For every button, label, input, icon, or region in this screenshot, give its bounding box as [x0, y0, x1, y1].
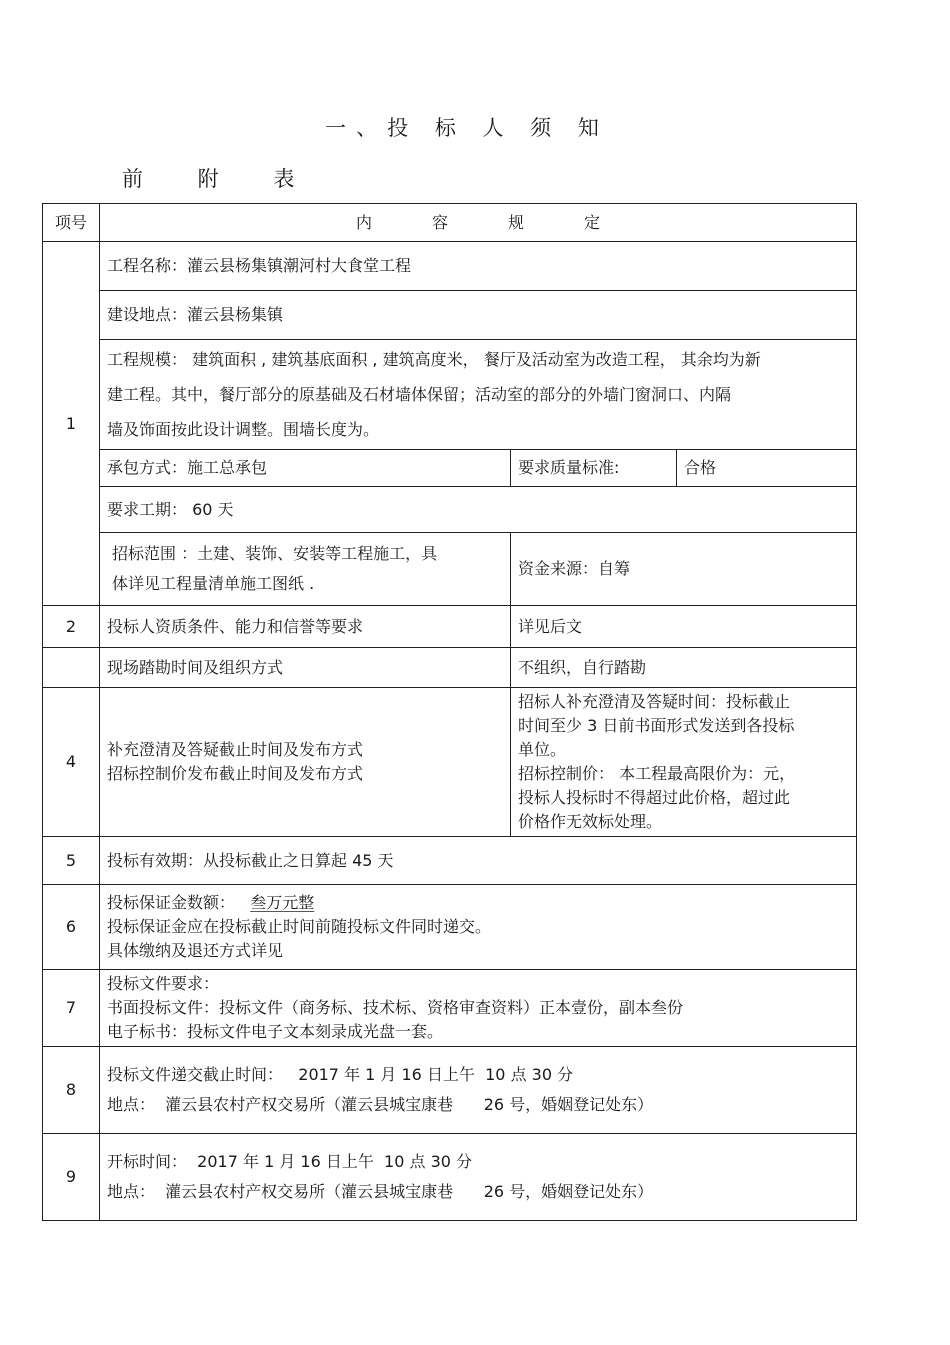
table-row — [43, 885, 857, 970]
item-number: 6 — [43, 885, 100, 970]
scope-line: 招标范围 ：土建、装饰、安装等工程施工，具 — [112, 544, 438, 563]
bid-bond-label: 投标保证金数额： — [107, 893, 251, 912]
table-row — [43, 688, 857, 837]
table-row — [43, 1047, 857, 1134]
header-char: 定 — [584, 212, 601, 232]
bid-bond-line: 具体缴纳及退还方式详见 — [107, 941, 284, 960]
item-number: 4 — [43, 688, 100, 837]
scale-line: 建工程。其中，餐厅部分的原基础及石材墙体保留；活动室的部分的外墙门窗洞口、内隔 — [107, 385, 732, 404]
bid-doc-line: 书面投标文件：投标文件（商务标、技术标、资格审查资料）正本壹份，副本叁份 — [107, 998, 684, 1017]
bidder-instructions-table — [42, 203, 857, 1221]
bid-doc-line: 投标文件要求： — [107, 974, 220, 993]
scope-line: 体详见工程量清单施工图纸 . — [112, 574, 315, 593]
tender-scope — [100, 533, 511, 606]
clarification-detail-line: 招标控制价： 本工程最高限价为：元， — [518, 764, 796, 783]
project-name: 工程名称：灌云县杨集镇潮河村大食堂工程 — [100, 242, 857, 291]
table-header-row — [43, 204, 857, 242]
submission-line: 地点： 灌云县农村产权交易所（灌云县城宝康巷 26 号，婚姻登记处东） — [107, 1095, 654, 1114]
bid-bond-amount-line — [107, 891, 849, 915]
table-row — [43, 970, 857, 1047]
qualification-detail: 详见后文 — [511, 606, 857, 648]
bid-bond — [100, 885, 857, 970]
table-row — [43, 1134, 857, 1221]
clarification-detail-line: 招标人补充澄清及答疑时间：投标截止 — [518, 692, 791, 711]
bid-opening — [100, 1134, 857, 1221]
bid-document-requirements — [100, 970, 857, 1047]
header-content-spec — [100, 204, 857, 242]
clarification-label-line: 补充澄清及答疑截止时间及发布方式 — [107, 740, 364, 759]
bid-bond-amount: 叁万元整 — [250, 893, 315, 912]
item-number — [43, 648, 100, 688]
clarification-label — [100, 688, 511, 837]
header-char: 容 — [432, 212, 449, 232]
qualification-requirement: 投标人资质条件、能力和信誉等要求 — [100, 606, 511, 648]
clarification-detail-line: 价格作无效标处理。 — [518, 812, 663, 831]
site-visit-detail: 不组织，自行踏勘 — [511, 648, 857, 688]
bid-validity: 投标有效期：从投标截止之日算起 45 天 — [100, 837, 857, 885]
table-row — [43, 606, 857, 648]
submission-line: 投标文件递交截止时间： 2017 年 1 月 16 日上午 10 点 30 分 — [107, 1065, 574, 1084]
scale-line: 墙及饰面按此设计调整。围墙长度为。 — [107, 420, 380, 439]
clarification-detail-line: 投标人投标时不得超过此价格，超过此 — [518, 788, 791, 807]
site-visit-label: 现场踏勘时间及组织方式 — [100, 648, 511, 688]
item-number: 1 — [43, 242, 100, 606]
bid-doc-line: 电子标书：投标文件电子文本刻录成光盘一套。 — [107, 1022, 444, 1041]
table-row — [43, 648, 857, 688]
funding-source: 资金来源：自筹 — [511, 533, 857, 606]
clarification-detail-line: 时间至少 3 日前书面形式发送到各投标 — [518, 716, 795, 735]
scale-line: 工程规模： 建筑面积 , 建筑基底面积 , 建筑高度米， 餐厅及活动室为改造工程， 其余均为新 — [107, 350, 761, 369]
item-number: 8 — [43, 1047, 100, 1134]
clarification-detail-line: 单位。 — [518, 740, 567, 759]
table-row — [43, 291, 857, 340]
table-row — [43, 340, 857, 450]
header-char: 内 — [355, 212, 372, 232]
construction-duration: 要求工期： 60 天 — [100, 487, 857, 533]
table-row — [43, 837, 857, 885]
item-number: 7 — [43, 970, 100, 1047]
bid-opening-line: 开标时间： 2017 年 1 月 16 日上午 10 点 30 分 — [107, 1152, 473, 1171]
clarification-detail — [511, 688, 857, 837]
page-title: 一、投 标 人 须 知 — [325, 116, 609, 140]
project-location: 建设地点：灌云县杨集镇 — [100, 291, 857, 340]
item-number: 9 — [43, 1134, 100, 1221]
table-row — [43, 450, 857, 487]
submission-deadline — [100, 1047, 857, 1134]
clarification-label-line: 招标控制价发布截止时间及发布方式 — [107, 764, 364, 783]
bid-bond-line: 投标保证金应在投标截止时间前随投标文件同时递交。 — [107, 917, 492, 936]
table-row — [43, 242, 857, 291]
item-number: 2 — [43, 606, 100, 648]
quality-value: 合格 — [677, 450, 857, 487]
contract-mode: 承包方式：施工总承包 — [100, 450, 511, 487]
table-caption: 前 附 表 — [122, 167, 319, 191]
bid-opening-line: 地点： 灌云县农村产权交易所（灌云县城宝康巷 26 号，婚姻登记处东） — [107, 1182, 654, 1201]
header-item-no: 项号 — [43, 204, 100, 242]
quality-label: 要求质量标准: — [511, 450, 677, 487]
project-scale — [100, 340, 857, 450]
item-number: 5 — [43, 837, 100, 885]
table-row — [43, 487, 857, 533]
header-char: 规 — [508, 212, 525, 232]
table-row — [43, 533, 857, 606]
